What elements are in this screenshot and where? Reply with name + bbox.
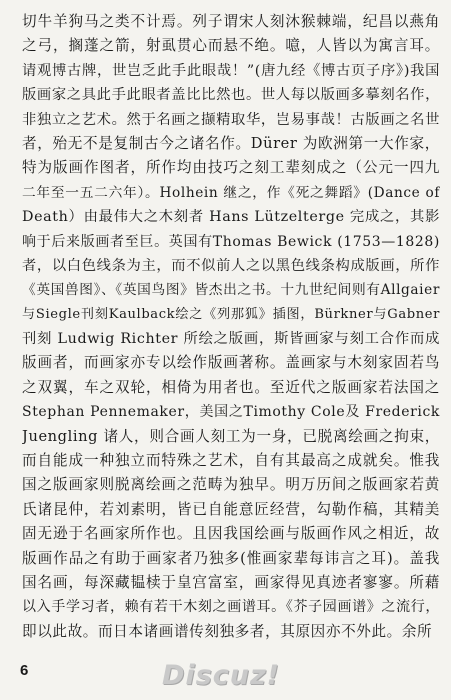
text-line: 版画作品之有助于画家者乃独多(惟画家辈每讳言之耳)。盖我 <box>22 549 440 567</box>
text-line: 之双翼，车之双轮，相倚为用者也。至近代之版画家若法国之 <box>22 378 440 396</box>
text-line: 与Siegle刊刻Kaulback绘之《列那狐》插图，Bürkner与Gabner <box>22 306 440 322</box>
text-line: 氏诸昆仲，若刘素明，皆已自能意匠经营，勾勒作稿，其精美 <box>22 500 440 518</box>
text-line: 特为版画作图者，所作均由技巧之刻工辈刻成之（公元一四九 <box>22 159 440 177</box>
text-line: 者，以白色线条为主，而不似前人之以黑色线条构成版画，所作 <box>22 257 440 274</box>
text-line: 国名画，每深藏韫椟于皇宫富室，画家得见真迹者寥寥。所藉 <box>22 573 440 591</box>
text-line: Juengling 诸人，则合画人刻工为一身，已脱离绘画之拘束， <box>22 427 440 445</box>
text-line: 响于后来版画者至巨。英国有Thomas Bewick (1753—1828) <box>22 233 440 250</box>
text-line: Stephan Pennemaker，美国之Timothy Cole及 Frederick <box>22 404 440 421</box>
page-number: 6 <box>20 662 29 679</box>
text-line: 之弓，搁蓬之箭，射虱贯心而悬不绝。噫，人皆以为寓言耳。 <box>22 37 440 55</box>
watermark-logo: Discuz! <box>162 660 280 691</box>
text-line: 版画者，而画家亦专以绘作版画著称。盖画家与木刻家固若鸟 <box>22 354 440 372</box>
text-line: 切牛羊狗马之类不计焉。列子谓宋人刻沐猴棘端，纪昌以燕角 <box>22 13 440 30</box>
text-line: 以入手学习者，赖有若干木刻之画谱耳。《芥子园画谱》之流行， <box>22 599 440 616</box>
text-line: 即以此故。而日本诸画谱传刻独多者，其原因亦不外此。余所 <box>22 622 433 640</box>
text-line: 固无逊于名画家所作也。且因我国绘画与版画作风之相近，故 <box>22 525 440 543</box>
text-line: Death）由最伟大之木刻者 Hans Lützelterge 完成之，其影 <box>22 209 440 226</box>
text-line: 请观博古牌，世岂乏此手此眼哉！”(唐九经《博古页子序》)我国 <box>22 62 440 79</box>
text-line: 而自能成一种独立而特殊之艺术，自有其最高之成就矣。惟我 <box>22 452 440 470</box>
text-line: 非独立之艺术。然于名画之撷精取华，岂易事哉！古版画之名世 <box>22 111 440 128</box>
body-text <box>22 10 440 644</box>
text-line: 版画家之具此手此眼者盖比比然也。世人每以版画多摹刻名作， <box>22 87 440 104</box>
text-line: 刊刻 Ludwig Richter 所绘之版画，斯皆画家与刻工合作而成 <box>22 331 440 348</box>
text-line: 二年至一五二六年）。Holhein 继之，作《死之舞蹈》(Dance of <box>22 184 440 201</box>
text-line: 国之版画家则脱离绘画之范畴为独早。明万历间之版画家若黄 <box>22 476 440 494</box>
text-line: 者，殆无不是复制古今之诸名作。Dürer 为欧洲第一大作家， <box>22 134 440 152</box>
text-line: 《英国兽图》、《英国鸟图》皆杰出之书。十九世纪间则有Allgaier <box>22 282 440 299</box>
